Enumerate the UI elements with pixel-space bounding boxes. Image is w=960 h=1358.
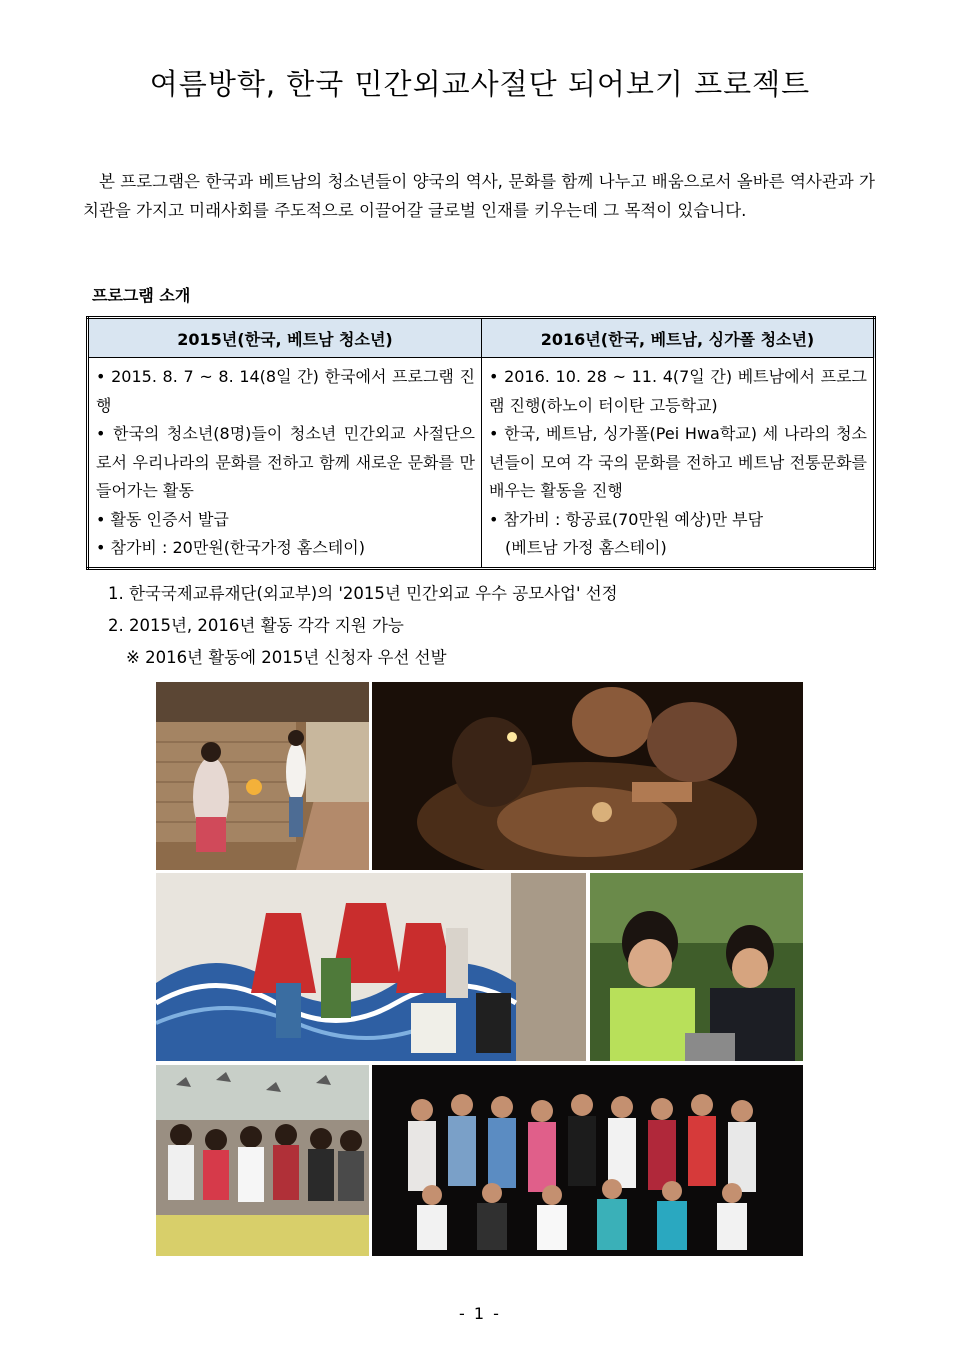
page-number: - 1 - [459, 1304, 501, 1323]
photo-two-boys-outdoor-image [590, 873, 803, 1061]
photo-candle-night-image [372, 682, 803, 870]
cell-line: • 2016. 10. 28 ~ 11. 4(7일 간) 베트남에서 프로그램 진행(하노이 터이탄 고등학교) [489, 367, 867, 415]
section-heading: 프로그램 소개 [92, 286, 191, 305]
photo-hanok-street-image [156, 682, 369, 870]
table-header-row [88, 318, 875, 358]
photo-hanok-street [156, 682, 369, 870]
intro-paragraph: 본 프로그램은 한국과 베트남의 청소년들이 양국의 역사, 문화를 함께 나누고 배움으로서 올바른 역사관과 가치관을 가지고 미래사회를 주도적으로 이끌어갈 글로벌 인재를 키우는데 그 목적이 있습니다. [83, 172, 875, 220]
photo-stage-group-image [372, 1065, 803, 1256]
column-header-2015: 2015년(한국, 베트남 청소년) [88, 318, 482, 358]
note-item: ※ 2016년 활동에 2015년 신청자 우선 선발 [126, 648, 447, 667]
cell-2015 [88, 358, 482, 569]
cell-line: • 활동 인증서 발급 [96, 509, 229, 529]
note-item: 2. 2015년, 2016년 활동 각각 지원 가능 [108, 616, 404, 635]
table-row [88, 358, 875, 569]
photo-candle-night [372, 682, 803, 870]
column-header-2016: 2016년(한국, 베트남, 싱가폴 청소년) [482, 318, 875, 358]
photo-two-boys-outdoor [590, 873, 803, 1061]
notes-list [108, 578, 618, 674]
note-item: 1. 한국국제교류재단(외교부)의 '2015년 민간외교 우수 공모사업' 선정 [108, 584, 618, 603]
page-title: 여름방학, 한국 민간외교사절단 되어보기 프로젝트 [149, 67, 811, 101]
program-table [86, 316, 876, 570]
cell-line: (베트남 가정 홈스테이) [505, 538, 667, 557]
cell-line: • 한국, 베트남, 싱가폴(Pei Hwa학교) 세 나라의 청소년들이 모여 각 국의 문화를 전하고 베트남 전통문화를 배우는 활동을 진행 [489, 424, 867, 500]
photo-museum-group [156, 1065, 369, 1256]
photo-mural-painting-image [156, 873, 586, 1061]
cell-line: • 참가비 : 항공료(70만원 예상)만 부담 [489, 509, 764, 529]
cell-line: • 한국의 청소년(8명)들이 청소년 민간외교 사절단으로서 우리나라의 문화를 전하고 함께 새로운 문화를 만들어가는 활동 [96, 424, 475, 500]
cell-2016 [482, 358, 875, 569]
photo-museum-group-image [156, 1065, 369, 1256]
photo-stage-group [372, 1065, 803, 1256]
cell-line: • 참가비 : 20만원(한국가정 홈스테이) [96, 538, 365, 557]
cell-line: • 2015. 8. 7 ~ 8. 14(8일 간) 한국에서 프로그램 진행 [96, 367, 475, 415]
photo-mural-painting [156, 873, 586, 1061]
